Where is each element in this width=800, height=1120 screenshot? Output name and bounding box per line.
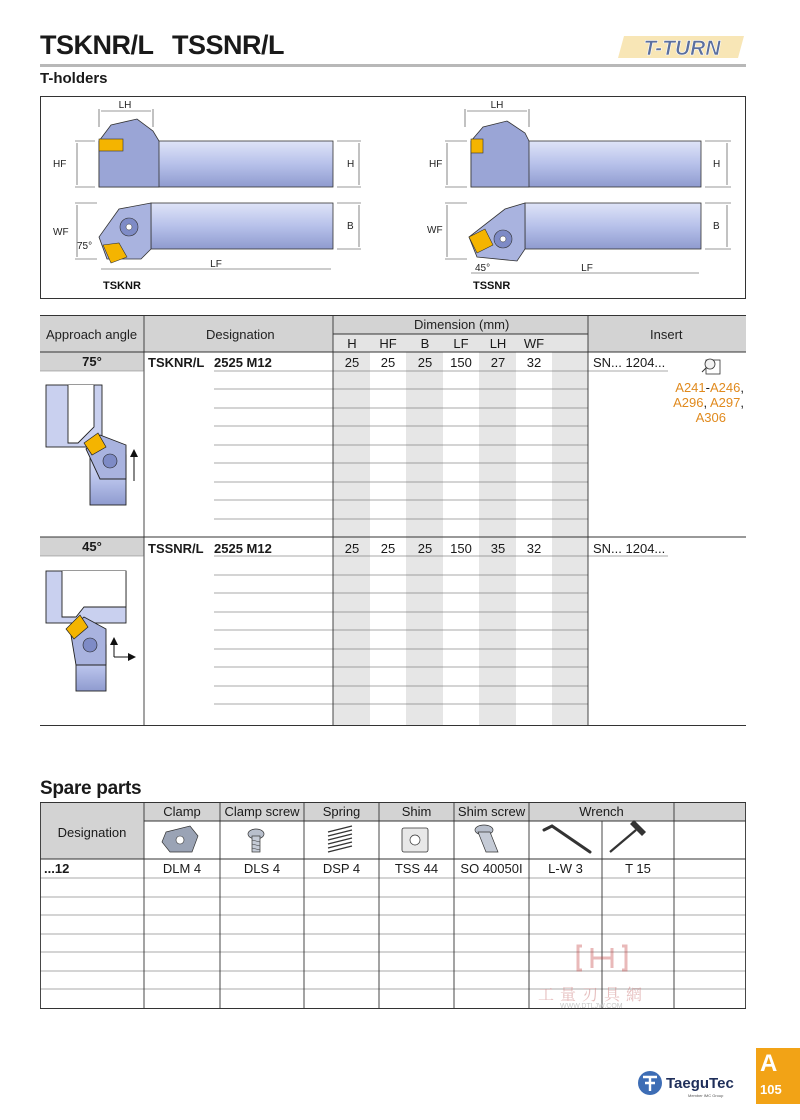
svg-text:T-TURN: T-TURN: [643, 37, 721, 60]
page-subtitle: T-holders: [40, 70, 108, 87]
col-h-header: H: [347, 336, 357, 351]
svg-text:B: B: [713, 221, 720, 232]
col-lh-header: LH: [489, 336, 507, 351]
page-number: 105: [760, 1082, 782, 1097]
approach-angle-header: Approach angle: [46, 327, 138, 342]
page-ref-line: A241-A246,: [675, 380, 744, 395]
spare-col-header: Shim screw: [457, 804, 526, 819]
holder-drawings: [40, 96, 746, 299]
value-wf: 32: [526, 541, 542, 556]
designation-series: TSKNR/L: [148, 355, 205, 370]
tssnr-top-view: [427, 203, 731, 292]
insert-code: SN... 1204...: [593, 541, 666, 556]
spring-part-code: DSP 4: [322, 861, 361, 876]
designation-size: 2525 M12: [214, 541, 272, 556]
spare-col-header: Spring: [322, 804, 361, 819]
col-lf-header: LF: [453, 336, 469, 351]
value-lh: 27: [490, 355, 506, 370]
svg-text:HF: HF: [429, 159, 443, 170]
spare-col-header: Clamp screw: [224, 804, 300, 819]
svg-text:WF: WF: [427, 225, 443, 236]
insert-magnifier-icon: [702, 359, 720, 374]
catalog-page-refs[interactable]: [648, 380, 744, 425]
title-divider: [40, 64, 746, 67]
t-wrench-icon: [610, 820, 646, 852]
svg-text:TaeguTec: TaeguTec: [666, 1075, 734, 1092]
dimension-table-grid: [40, 315, 746, 726]
tsknr-side-view: [53, 100, 361, 187]
clamp-part-code: DLM 4: [162, 861, 202, 876]
value-h: 25: [344, 541, 360, 556]
insert-code: SN... 1204...: [593, 355, 666, 370]
value-lf: 150: [450, 541, 472, 556]
value-hf: 25: [380, 541, 396, 556]
approach-angle-45: 45°: [82, 539, 102, 554]
svg-text:75°: 75°: [77, 241, 93, 252]
svg-text:LH: LH: [490, 100, 504, 111]
svg-text:WF: WF: [53, 227, 69, 238]
svg-text:LH: LH: [118, 100, 132, 111]
tsknr-pictogram: [46, 385, 138, 505]
tsknr-top-view: [53, 203, 361, 292]
shim-screw-icon: [475, 825, 498, 852]
tssnr-pictogram: [46, 571, 136, 691]
section-letter: A: [760, 1050, 778, 1077]
dimension-table: [40, 315, 746, 726]
tssnr-side-view: [429, 100, 731, 187]
l-wrench-icon: [544, 826, 590, 852]
l-wrench-part-code: L-W 3: [548, 861, 583, 876]
col-wf-header: WF: [523, 336, 545, 351]
svg-text:45°: 45°: [475, 263, 491, 274]
t-turn-logo: [616, 32, 748, 62]
value-hf: 25: [380, 355, 396, 370]
clamp-icon: [162, 826, 198, 852]
shim-part-code: TSS 44: [394, 861, 439, 876]
value-wf: 32: [526, 355, 542, 370]
col-hf-header: HF: [379, 336, 397, 351]
spare-designation-header: Designation: [57, 825, 127, 840]
designation-series: TSSNR/L: [148, 541, 204, 556]
spare-col-header: Wrench: [579, 804, 624, 819]
watermark-text: 工量刃具網: [538, 987, 649, 1004]
svg-text:B: B: [347, 221, 354, 232]
spare-row-label: ...12: [44, 861, 70, 876]
svg-text:H: H: [347, 159, 355, 170]
approach-angle-75: 75°: [82, 354, 102, 369]
page-title: TSKNR/L TSSNR/L: [40, 30, 285, 60]
value-h: 25: [344, 355, 360, 370]
svg-text:LF: LF: [581, 263, 593, 274]
shim-screw-part-code: SO 40050I: [460, 861, 523, 876]
svg-text:H: H: [713, 159, 721, 170]
t-wrench-part-code: T 15: [625, 861, 651, 876]
spare-col-header: Shim: [401, 804, 432, 819]
spare-col-header: Clamp: [163, 804, 201, 819]
svg-text:HF: HF: [53, 159, 67, 170]
dimension-header: Dimension (mm): [414, 317, 510, 332]
taegutec-logo: [636, 1066, 752, 1100]
spring-icon: [328, 826, 352, 852]
clamp-screw-part-code: DLS 4: [243, 861, 281, 876]
value-b: 25: [417, 355, 433, 370]
shim-icon: [402, 828, 428, 852]
designation-size: 2525 M12: [214, 355, 272, 370]
insert-header: Insert: [650, 327, 683, 342]
spare-parts-title: Spare parts: [40, 778, 142, 799]
value-lf: 150: [450, 355, 472, 370]
page-ref-line: A296, A297,: [673, 395, 744, 410]
value-lh: 35: [490, 541, 506, 556]
col-b-header: B: [420, 336, 430, 351]
svg-text:TSSNR: TSSNR: [473, 280, 511, 292]
value-b: 25: [417, 541, 433, 556]
page-ref-line: A306: [695, 410, 726, 425]
designation-header: Designation: [206, 327, 275, 342]
watermark-url: WWW.DTLJW.COM: [560, 1003, 623, 1010]
svg-text:TSKNR: TSKNR: [103, 280, 141, 292]
svg-text:LF: LF: [210, 259, 222, 270]
svg-text:Member IMC Group: Member IMC Group: [688, 1093, 724, 1098]
clamp-screw-icon: [248, 829, 264, 852]
